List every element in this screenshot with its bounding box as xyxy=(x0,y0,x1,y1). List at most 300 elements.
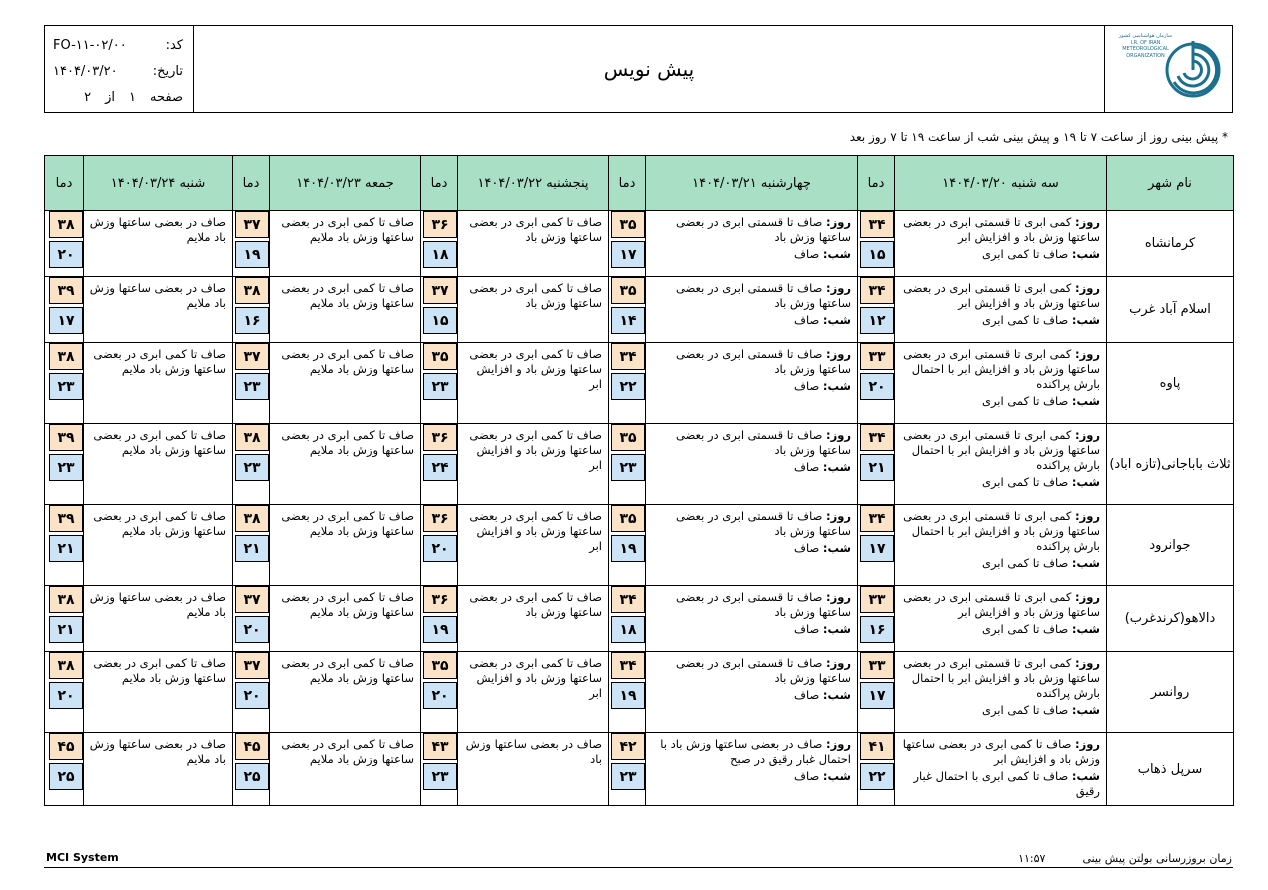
day-label: روز: xyxy=(826,590,851,604)
min-temp: ۱۶ xyxy=(860,616,894,643)
forecast-text: صاف تا کمی ابری در بعضی ساعتها وزش باد و افزایش ابر xyxy=(469,509,602,553)
forecast-text: صاف در بعضی ساعتها وزش باد ملایم xyxy=(89,281,226,310)
temp-cell xyxy=(233,277,270,343)
max-temp: ۳۳ xyxy=(860,343,894,370)
day-text: کمی ابری تا قسمتی ابری در بعضی ساعتها وزش باد و افزایش ابر با احتمال بارش پراکنده xyxy=(903,656,1100,700)
max-temp: ۳۵ xyxy=(611,211,645,238)
code-label: کد: xyxy=(165,37,183,53)
max-temp: ۳۷ xyxy=(235,586,269,613)
min-temp: ۱۹ xyxy=(611,682,645,709)
min-temp: ۲۲ xyxy=(611,373,645,400)
forecast-cell xyxy=(84,586,233,652)
forecast-cell xyxy=(270,586,421,652)
temp-cell xyxy=(609,586,646,652)
night-label: شب: xyxy=(1071,313,1100,327)
night-text: صاف تا کمی ابری xyxy=(981,313,1069,327)
table-row xyxy=(45,424,1234,505)
forecast-cell xyxy=(270,424,421,505)
day-forecast xyxy=(899,281,1100,311)
page-title: پیش نویس xyxy=(603,57,695,81)
min-temp: ۲۳ xyxy=(423,763,457,790)
temp-cell xyxy=(858,343,895,424)
temp-cell xyxy=(421,505,458,586)
day-text: کمی ابری تا قسمتی ابری در بعضی ساعتها وزش باد و افزایش ابر با احتمال بارش پراکنده xyxy=(903,428,1100,472)
day-text: صاف تا قسمتی ابری در بعضی ساعتها وزش باد xyxy=(675,428,851,457)
max-temp: ۳۴ xyxy=(611,586,645,613)
max-temp: ۳۸ xyxy=(49,211,83,238)
col-day2-temp-header: دما xyxy=(609,156,646,211)
forecast-text: صاف در بعضی ساعتها وزش باد xyxy=(465,737,602,766)
forecast-text: صاف تا کمی ابری در بعضی ساعتها وزش باد ملایم xyxy=(281,428,414,457)
col-day4-temp-header: دما xyxy=(233,156,270,211)
night-forecast xyxy=(650,541,851,556)
temp-cell xyxy=(233,343,270,424)
forecast-cell xyxy=(84,424,233,505)
date-value: ۱۴۰۴/۰۳/۲۰ xyxy=(53,63,118,79)
day-text: صاف تا قسمتی ابری در بعضی ساعتها وزش باد xyxy=(675,215,851,244)
night-forecast xyxy=(650,622,851,637)
forecast-cell xyxy=(646,505,858,586)
min-temp: ۲۵ xyxy=(49,763,83,790)
forecast-text: صاف تا کمی ابری در بعضی ساعتها وزش باد ملایم xyxy=(281,590,414,619)
temp-cell xyxy=(45,424,84,505)
col-city-header: نام شهر xyxy=(1107,156,1234,211)
forecast-text: صاف تا کمی ابری در بعضی ساعتها وزش باد ملایم xyxy=(281,509,414,538)
night-label: شب: xyxy=(822,460,851,474)
forecast-text: صاف تا کمی ابری در بعضی ساعتها وزش باد ملایم xyxy=(93,428,226,457)
temp-cell xyxy=(233,652,270,733)
temp-cell xyxy=(233,424,270,505)
day-forecast xyxy=(899,509,1100,554)
night-forecast xyxy=(899,394,1100,409)
forecast-cell xyxy=(458,733,609,806)
night-text: صاف تا کمی ابری با احتمال غبار رقیق xyxy=(913,769,1100,798)
city-name: جوانرود xyxy=(1107,505,1234,586)
table-row xyxy=(45,652,1234,733)
forecast-cell xyxy=(458,652,609,733)
min-temp: ۲۲ xyxy=(860,763,894,790)
max-temp: ۳۸ xyxy=(235,424,269,451)
city-name: سرپل ذهاب xyxy=(1107,733,1234,806)
forecast-cell xyxy=(895,505,1107,586)
temp-cell xyxy=(609,277,646,343)
temp-cell xyxy=(609,652,646,733)
table-row xyxy=(45,343,1234,424)
min-temp: ۲۰ xyxy=(423,682,457,709)
logo-line3: ORGANIZATION xyxy=(1126,52,1165,59)
forecast-cell xyxy=(646,343,858,424)
forecast-cell xyxy=(270,733,421,806)
day-text: کمی ابری تا قسمتی ابری در بعضی ساعتها وزش باد و افزایش ابر xyxy=(903,590,1100,619)
night-forecast xyxy=(650,313,851,328)
max-temp: ۴۳ xyxy=(423,733,457,760)
min-temp: ۲۳ xyxy=(611,454,645,481)
city-name: پاوه xyxy=(1107,343,1234,424)
forecast-cell xyxy=(646,211,858,277)
temp-cell xyxy=(609,733,646,806)
date-label: تاریخ: xyxy=(152,63,183,79)
night-forecast xyxy=(899,313,1100,328)
min-temp: ۱۷ xyxy=(611,241,645,268)
forecast-cell xyxy=(458,424,609,505)
forecast-cell xyxy=(84,343,233,424)
temp-cell xyxy=(45,277,84,343)
forecast-cell xyxy=(270,211,421,277)
min-temp: ۲۵ xyxy=(235,763,269,790)
day-label: روز: xyxy=(826,428,851,442)
min-temp: ۲۳ xyxy=(235,454,269,481)
table-header-row xyxy=(45,156,1234,211)
day-text: صاف تا قسمتی ابری در بعضی ساعتها وزش باد xyxy=(675,281,851,310)
day-forecast xyxy=(650,656,851,686)
max-temp: ۳۸ xyxy=(49,343,83,370)
min-temp: ۲۰ xyxy=(49,241,83,268)
min-temp: ۲۰ xyxy=(49,682,83,709)
day-label: روز: xyxy=(1075,428,1100,442)
night-forecast xyxy=(899,769,1100,799)
max-temp: ۳۵ xyxy=(423,652,457,679)
forecast-cell xyxy=(646,586,858,652)
day-text: کمی ابری تا قسمتی ابری در بعضی ساعتها وزش باد و افزایش ابر با احتمال بارش پراکنده xyxy=(903,509,1100,553)
night-forecast xyxy=(899,703,1100,718)
min-temp: ۲۱ xyxy=(49,535,83,562)
night-text: صاف تا کمی ابری xyxy=(981,556,1069,570)
day-forecast xyxy=(899,590,1100,620)
temp-cell xyxy=(421,211,458,277)
forecast-cell xyxy=(646,424,858,505)
page-label: صفحه xyxy=(150,89,183,105)
table-row xyxy=(45,505,1234,586)
forecast-cell xyxy=(646,652,858,733)
footer-update xyxy=(1018,852,1232,865)
meteorological-organization-logo-icon xyxy=(1164,37,1222,103)
night-text: صاف xyxy=(794,769,820,783)
forecast-text: صاف تا کمی ابری در بعضی ساعتها وزش باد ملایم xyxy=(281,347,414,376)
logo-line2: METEOROLOGICAL xyxy=(1122,46,1169,52)
temp-cell xyxy=(45,733,84,806)
min-temp: ۲۰ xyxy=(423,535,457,562)
night-label: شب: xyxy=(1071,394,1100,408)
temp-cell xyxy=(609,343,646,424)
forecast-cell xyxy=(458,277,609,343)
min-temp: ۱۴ xyxy=(611,307,645,334)
forecast-text: صاف تا کمی ابری در بعضی ساعتها وزش باد ملایم xyxy=(281,281,414,310)
col-day1-header: سه شنبه ۱۴۰۴/۰۳/۲۰ xyxy=(895,156,1107,211)
temp-cell xyxy=(858,277,895,343)
day-text: کمی ابری تا قسمتی ابری در بعضی ساعتها وزش باد و افزایش ابر با احتمال بارش پراکنده xyxy=(903,347,1100,391)
min-temp: ۲۱ xyxy=(860,454,894,481)
temp-cell xyxy=(45,652,84,733)
day-label: روز: xyxy=(826,347,851,361)
forecast-cell xyxy=(458,343,609,424)
day-forecast xyxy=(899,656,1100,701)
forecast-text: صاف در بعضی ساعتها وزش باد ملایم xyxy=(89,590,226,619)
document-meta xyxy=(45,26,194,112)
max-temp: ۳۷ xyxy=(235,652,269,679)
forecast-text: صاف تا کمی ابری در بعضی ساعتها وزش باد و افزایش ابر xyxy=(469,347,602,391)
temp-cell xyxy=(233,586,270,652)
temp-cell xyxy=(858,586,895,652)
temp-cell xyxy=(609,211,646,277)
min-temp: ۱۹ xyxy=(423,616,457,643)
day-text: صاف تا قسمتی ابری در بعضی ساعتها وزش باد xyxy=(675,509,851,538)
night-forecast xyxy=(899,475,1100,490)
day-text: صاف در بعضی ساعتها وزش باد با احتمال غبار رقیق در صبح xyxy=(660,737,851,766)
min-temp: ۱۸ xyxy=(423,241,457,268)
forecast-cell xyxy=(646,733,858,806)
day-text: صاف تا قسمتی ابری در بعضی ساعتها وزش باد xyxy=(675,347,851,376)
table-row xyxy=(45,586,1234,652)
forecast-cell xyxy=(646,277,858,343)
temp-cell xyxy=(858,733,895,806)
night-forecast xyxy=(650,769,851,784)
night-text: صاف تا کمی ابری xyxy=(981,394,1069,408)
forecast-text: صاف تا کمی ابری در بعضی ساعتها وزش باد و افزایش ابر xyxy=(469,656,602,700)
col-day2-header: چهارشنبه ۱۴۰۴/۰۳/۲۱ xyxy=(646,156,858,211)
day-label: روز: xyxy=(1075,656,1100,670)
day-forecast xyxy=(650,428,851,458)
col-day4-header: جمعه ۱۴۰۴/۰۳/۲۳ xyxy=(270,156,421,211)
temp-cell xyxy=(858,652,895,733)
forecast-cell xyxy=(895,277,1107,343)
day-forecast xyxy=(650,737,851,767)
forecast-text: صاف تا کمی ابری در بعضی ساعتها وزش باد xyxy=(469,281,602,310)
max-temp: ۳۶ xyxy=(423,211,457,238)
forecast-text: صاف در بعضی ساعتها وزش باد ملایم xyxy=(89,737,226,766)
forecast-cell xyxy=(895,424,1107,505)
forecast-text: صاف تا کمی ابری در بعضی ساعتها وزش باد ملایم xyxy=(281,737,414,766)
max-temp: ۴۵ xyxy=(49,733,83,760)
night-label: شب: xyxy=(1071,475,1100,489)
night-forecast xyxy=(650,379,851,394)
footer-system: MCI System xyxy=(46,851,119,864)
max-temp: ۳۴ xyxy=(611,652,645,679)
day-text: صاف تا قسمتی ابری در بعضی ساعتها وزش باد xyxy=(675,656,851,685)
day-label: روز: xyxy=(826,656,851,670)
forecast-time-note: * پیش بینی روز از ساعت ۷ تا ۱۹ و پیش بینی شب از ساعت ۱۹ تا ۷ روز بعد xyxy=(849,130,1228,144)
forecast-cell xyxy=(270,652,421,733)
max-temp: ۴۵ xyxy=(235,733,269,760)
forecast-cell xyxy=(84,652,233,733)
max-temp: ۳۴ xyxy=(611,343,645,370)
logo-fa-text: سازمان هواشناسی کشور xyxy=(1118,33,1173,39)
max-temp: ۳۴ xyxy=(860,424,894,451)
min-temp: ۲۴ xyxy=(423,454,457,481)
night-forecast xyxy=(899,556,1100,571)
footer-divider xyxy=(44,867,1233,868)
city-name: دالاهو(کرندغرب) xyxy=(1107,586,1234,652)
night-text: صاف xyxy=(794,460,820,474)
max-temp: ۳۶ xyxy=(423,586,457,613)
day-forecast xyxy=(650,281,851,311)
night-label: شب: xyxy=(822,769,851,783)
night-label: شب: xyxy=(822,379,851,393)
night-label: شب: xyxy=(1071,769,1100,783)
forecast-text: صاف تا کمی ابری در بعضی ساعتها وزش باد ملایم xyxy=(281,215,414,244)
forecast-cell xyxy=(458,211,609,277)
max-temp: ۳۷ xyxy=(235,343,269,370)
max-temp: ۳۵ xyxy=(611,505,645,532)
day-text: کمی ابری تا قسمتی ابری در بعضی ساعتها وزش باد و افزایش ابر xyxy=(903,215,1100,244)
forecast-cell xyxy=(458,586,609,652)
day-forecast xyxy=(899,428,1100,473)
col-day5-header: شنبه ۱۴۰۴/۰۳/۲۴ xyxy=(84,156,233,211)
min-temp: ۲۳ xyxy=(423,373,457,400)
day-label: روز: xyxy=(1075,347,1100,361)
forecast-text: صاف تا کمی ابری در بعضی ساعتها وزش باد xyxy=(469,215,602,244)
table-row xyxy=(45,277,1234,343)
temp-cell xyxy=(45,505,84,586)
temp-cell xyxy=(45,343,84,424)
temp-cell xyxy=(609,505,646,586)
document-header xyxy=(44,25,1233,113)
forecast-cell xyxy=(458,505,609,586)
col-day1-temp-header: دما xyxy=(858,156,895,211)
min-temp: ۲۳ xyxy=(235,373,269,400)
night-text: صاف xyxy=(794,379,820,393)
min-temp: ۱۲ xyxy=(860,307,894,334)
temp-cell xyxy=(609,424,646,505)
night-label: شب: xyxy=(822,313,851,327)
day-label: روز: xyxy=(1075,590,1100,604)
day-forecast xyxy=(650,215,851,245)
min-temp: ۱۵ xyxy=(860,241,894,268)
temp-cell xyxy=(233,505,270,586)
night-label: شب: xyxy=(822,541,851,555)
max-temp: ۳۴ xyxy=(860,211,894,238)
night-forecast xyxy=(650,247,851,262)
night-text: صاف تا کمی ابری xyxy=(981,703,1069,717)
min-temp: ۲۳ xyxy=(49,373,83,400)
day-label: روز: xyxy=(1075,509,1100,523)
temp-cell xyxy=(233,211,270,277)
night-label: شب: xyxy=(1071,247,1100,261)
night-text: صاف xyxy=(794,313,820,327)
max-temp: ۳۹ xyxy=(49,505,83,532)
forecast-cell xyxy=(84,277,233,343)
day-label: روز: xyxy=(826,509,851,523)
temp-cell xyxy=(421,277,458,343)
night-text: صاف xyxy=(794,688,820,702)
day-forecast xyxy=(899,215,1100,245)
max-temp: ۳۹ xyxy=(49,424,83,451)
forecast-cell xyxy=(895,733,1107,806)
logo-line1: I.R. OF IRAN xyxy=(1130,39,1161,46)
night-forecast xyxy=(650,460,851,475)
forecast-table xyxy=(44,155,1234,806)
max-temp: ۳۵ xyxy=(611,424,645,451)
day-forecast xyxy=(899,347,1100,392)
max-temp: ۳۸ xyxy=(49,586,83,613)
day-label: روز: xyxy=(1075,281,1100,295)
max-temp: ۴۲ xyxy=(611,733,645,760)
temp-cell xyxy=(858,211,895,277)
max-temp: ۳۸ xyxy=(49,652,83,679)
night-text: صاف تا کمی ابری xyxy=(981,475,1069,489)
forecast-cell xyxy=(895,211,1107,277)
min-temp: ۱۷ xyxy=(860,682,894,709)
day-text: صاف تا قسمتی ابری در بعضی ساعتها وزش باد xyxy=(675,590,851,619)
max-temp: ۳۸ xyxy=(235,505,269,532)
col-day3-temp-header: دما xyxy=(421,156,458,211)
max-temp: ۳۶ xyxy=(423,505,457,532)
min-temp: ۱۶ xyxy=(235,307,269,334)
min-temp: ۲۱ xyxy=(49,616,83,643)
night-label: شب: xyxy=(1071,556,1100,570)
day-forecast xyxy=(650,590,851,620)
night-text: صاف xyxy=(794,247,820,261)
min-temp: ۲۰ xyxy=(235,616,269,643)
max-temp: ۴۱ xyxy=(860,733,894,760)
table-row xyxy=(45,211,1234,277)
forecast-cell xyxy=(895,652,1107,733)
forecast-cell xyxy=(895,586,1107,652)
max-temp: ۳۵ xyxy=(423,343,457,370)
city-name: ثلاث باباجانی(تازه اباد) xyxy=(1107,424,1234,505)
code-value: FO-۱۱-۰۲/۰۰ xyxy=(53,37,127,53)
night-label: شب: xyxy=(822,622,851,636)
forecast-cell xyxy=(84,211,233,277)
night-label: شب: xyxy=(1071,703,1100,717)
forecast-text: صاف تا کمی ابری در بعضی ساعتها وزش باد xyxy=(469,590,602,619)
min-temp: ۱۷ xyxy=(49,307,83,334)
min-temp: ۱۷ xyxy=(860,535,894,562)
min-temp: ۲۰ xyxy=(860,373,894,400)
forecast-text: صاف تا کمی ابری در بعضی ساعتها وزش باد ملایم xyxy=(281,656,414,685)
logo xyxy=(1104,26,1232,112)
max-temp: ۳۹ xyxy=(49,277,83,304)
temp-cell xyxy=(421,586,458,652)
min-temp: ۱۹ xyxy=(611,535,645,562)
table-row xyxy=(45,733,1234,806)
night-forecast xyxy=(899,622,1100,637)
day-text: صاف تا کمی ابری در بعضی ساعتها وزش باد و افزایش ابر xyxy=(902,737,1100,766)
temp-cell xyxy=(421,733,458,806)
page-total: ۲ xyxy=(84,89,92,105)
temp-cell xyxy=(421,343,458,424)
temp-cell xyxy=(421,424,458,505)
max-temp: ۳۷ xyxy=(235,211,269,238)
min-temp: ۲۳ xyxy=(611,763,645,790)
max-temp: ۳۴ xyxy=(860,277,894,304)
min-temp: ۱۹ xyxy=(235,241,269,268)
night-text: صاف تا کمی ابری xyxy=(981,247,1069,261)
day-forecast xyxy=(650,347,851,377)
forecast-cell xyxy=(84,733,233,806)
max-temp: ۳۳ xyxy=(860,652,894,679)
temp-cell xyxy=(233,733,270,806)
min-temp: ۲۳ xyxy=(49,454,83,481)
night-label: شب: xyxy=(822,688,851,702)
day-label: روز: xyxy=(1075,215,1100,229)
night-label: شب: xyxy=(822,247,851,261)
max-temp: ۳۳ xyxy=(860,586,894,613)
forecast-cell xyxy=(895,343,1107,424)
forecast-text: صاف تا کمی ابری در بعضی ساعتها وزش باد ملایم xyxy=(93,509,226,538)
forecast-cell xyxy=(84,505,233,586)
forecast-cell xyxy=(270,505,421,586)
day-forecast xyxy=(899,737,1100,767)
temp-cell xyxy=(858,424,895,505)
forecast-text: صاف تا کمی ابری در بعضی ساعتها وزش باد ملایم xyxy=(93,656,226,685)
max-temp: ۳۷ xyxy=(423,277,457,304)
forecast-cell xyxy=(270,277,421,343)
max-temp: ۳۴ xyxy=(860,505,894,532)
city-name: کرمانشاه xyxy=(1107,211,1234,277)
page-current: ۱ xyxy=(129,89,137,105)
col-day3-header: پنجشنبه ۱۴۰۴/۰۳/۲۲ xyxy=(458,156,609,211)
footer-update-time: ۱۱:۵۷ xyxy=(1018,852,1046,865)
